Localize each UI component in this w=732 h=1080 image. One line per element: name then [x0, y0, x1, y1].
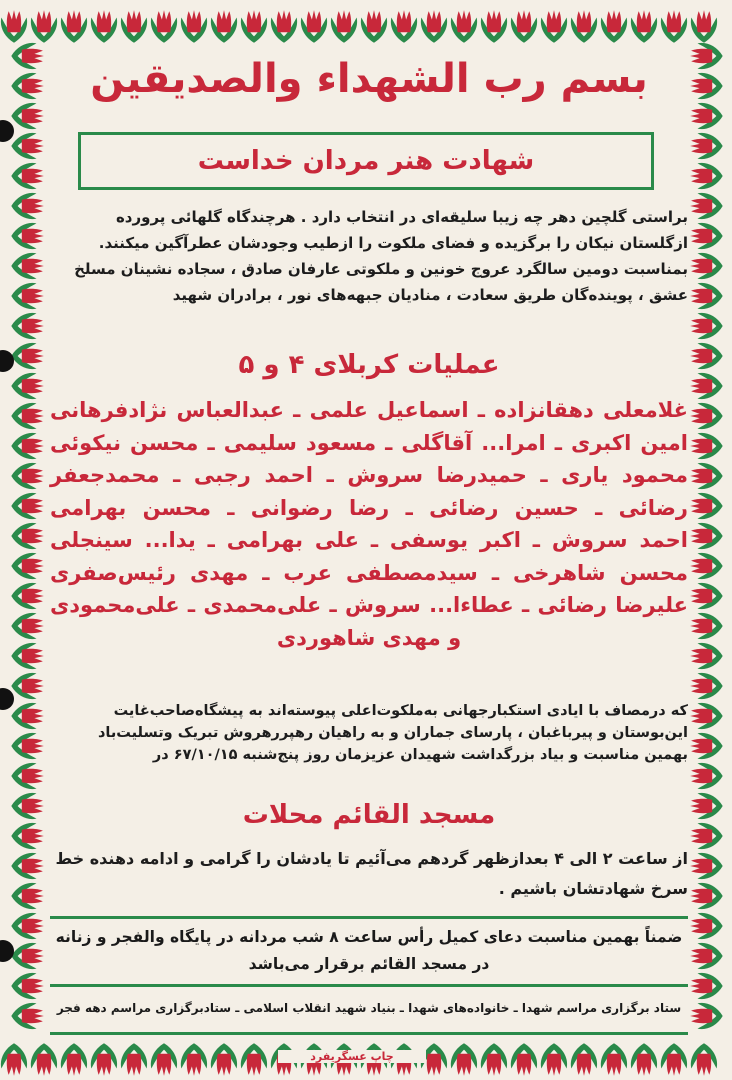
poster-subtitle: شهادت هنر مردان خداست: [197, 146, 535, 176]
intro-paragraph: براستی گلچین دهر چه زیبا سلیقه‌ای در انتخاب دارد . هرچندگاه گلهائی پرورده ازگلستان نیکان را برگزیده و فضای ملکوت را ازطیب وجودشان عطرآگین میکنند. بمناسبت دومین سالگرد عروج خونین و ملکوتی عارفان صادق ، سجاده نشینان مسلخ عشق ، پوینده‌گان طریق سعادت ، منادیان جبهه‌های نور ، برادران شهید: [74, 208, 688, 304]
tulip-icon: [690, 283, 723, 309]
tulip-icon: [11, 103, 44, 129]
tulip-icon: [271, 10, 297, 43]
tulip-icon: [690, 673, 723, 699]
tulip-border-left: [6, 40, 46, 1040]
tulip-icon: [11, 1003, 44, 1029]
tulip-icon: [690, 523, 723, 549]
tulip-icon: [211, 10, 237, 43]
invitation-paragraph: از ساعت ۲ الی ۴ بعدازظهر گردهم می‌آئیم تا یادشان را گرامی و ادامه دهنده خط سرخ شهادتشان باشیم .: [55, 849, 688, 898]
tulip-icon: [241, 10, 267, 43]
martyr-names-line: احمد سروش ـ اکبر یوسفی ـ علی بهرامی ـ یدا... سینجلی: [50, 528, 688, 552]
tulip-icon: [690, 493, 723, 519]
tulip-icon: [690, 43, 723, 69]
tulip-icon: [690, 733, 723, 759]
tulip-icon: [481, 1043, 507, 1076]
tulip-icon: [690, 883, 723, 909]
tulip-icon: [181, 10, 207, 43]
tulip-icon: [690, 613, 723, 639]
venue-heading: مسجد القائم محلات: [242, 800, 496, 830]
tulip-icon: [11, 373, 44, 399]
tulip-icon: [11, 43, 44, 69]
tulip-icon: [690, 463, 723, 489]
tulip-icon: [11, 193, 44, 219]
sponsors-line: ستاد برگزاری مراسم شهدا ـ خانواده‌های شهدا ـ بنیاد شهید انقلاب اسلامی ـ ستادبرگزاری مراسم دهه فجر: [56, 1001, 682, 1015]
tulip-icon: [690, 133, 723, 159]
martyr-names-line: و مهدی شاهوردی: [276, 625, 462, 650]
tulip-icon: [11, 313, 44, 339]
tulip-icon: [11, 493, 44, 519]
body-paragraph: که درمصاف با ایادی استکبارجهانی به‌ملکوت‌اعلی پیوسته‌اند به پیشگاه‌صاحب‌غایت این‌بوستان و پیرباغبان ، پارسای جماران و به راهیان رهپررهروش تبریک وتسلیت‌باد بهمین مناسبت و بیاد بزرگداشت شهیدان عزیزمان روز پنج‌شنبه ۶۷/۱۰/۱۵ در: [97, 703, 688, 763]
tulip-icon: [361, 10, 387, 43]
tulip-icon: [571, 10, 597, 43]
tulip-icon: [571, 1043, 597, 1076]
tulip-icon: [11, 403, 44, 429]
tulip-icon: [11, 853, 44, 879]
tulip-icon: [451, 1043, 477, 1076]
divider: [50, 916, 688, 919]
tulip-icon: [690, 703, 723, 729]
tulip-icon: [11, 763, 44, 789]
tulip-border-top: [0, 4, 732, 48]
tulip-icon: [601, 10, 627, 43]
tulip-icon: [690, 313, 723, 339]
tulip-icon: [690, 433, 723, 459]
martyr-names-line: رضائی ـ حسین رضائی ـ رضا رضوانی ـ محسن بهرامی: [50, 495, 688, 520]
tulip-icon: [11, 643, 44, 669]
prayer-note: ضمناً بهمین مناسبت دعای کمیل رأس ساعت ۸ شب مردانه در پایگاه والفجر و زنانه در مسجد القائم برقرار می‌باشد: [55, 928, 683, 973]
subtitle-frame: [78, 132, 654, 190]
martyr-names-line: محمود یاری ـ حمیدرضا سروش ـ احمد رجبی ـ محمدجعفر: [50, 463, 688, 487]
tulip-icon: [511, 1043, 537, 1076]
martyr-names-line: امین اکبری ـ امرا... آقاگلی ـ مسعود سلیمی ـ محسن نیکوئی: [50, 430, 688, 455]
tulip-icon: [511, 10, 537, 43]
tulip-icon: [11, 523, 44, 549]
tulip-icon: [211, 1043, 237, 1076]
tulip-icon: [690, 73, 723, 99]
tulip-icon: [151, 1043, 177, 1076]
tulip-icon: [690, 253, 723, 279]
tulip-icon: [690, 193, 723, 219]
tulip-icon: [690, 973, 723, 999]
tulip-icon: [11, 133, 44, 159]
tulip-icon: [31, 1043, 57, 1076]
tulip-icon: [631, 10, 657, 43]
tulip-icon: [11, 973, 44, 999]
tulip-icon: [11, 583, 44, 609]
martyr-names: [50, 394, 688, 654]
tulip-icon: [11, 163, 44, 189]
tulip-icon: [690, 223, 723, 249]
tulip-icon: [481, 10, 507, 43]
tulip-icon: [301, 10, 327, 43]
tulip-icon: [241, 1043, 267, 1076]
tulip-icon: [1, 1043, 27, 1076]
tulip-icon: [11, 283, 44, 309]
tulip-icon: [11, 733, 44, 759]
tulip-icon: [11, 553, 44, 579]
tulip-icon: [690, 763, 723, 789]
tulip-icon: [151, 10, 177, 43]
tulip-icon: [631, 1043, 657, 1076]
martyr-names-line: غلامعلی دهقانزاده ـ اسماعیل علمی ـ عبدالعباس نژادفرهانی: [50, 398, 688, 422]
martyr-names-line: محسن شاهرخی ـ سیدمصطفی عرب ـ مهدی رئیس‌صفری: [50, 560, 688, 585]
tulip-icon: [451, 10, 477, 43]
poster-content: [50, 44, 688, 1036]
tulip-icon: [11, 433, 44, 459]
tulip-icon: [690, 793, 723, 819]
tulip-icon: [11, 73, 44, 99]
tulip-icon: [91, 1043, 117, 1076]
tulip-icon: [61, 1043, 87, 1076]
tulip-icon: [91, 10, 117, 43]
tulip-icon: [11, 943, 44, 969]
tulip-icon: [690, 103, 723, 129]
tulip-icon: [541, 1043, 567, 1076]
tulip-icon: [691, 1043, 717, 1076]
poster-title: بسم رب الشهداء والصدیقین: [90, 56, 648, 102]
tulip-icon: [661, 10, 687, 43]
tulip-border-right: [688, 40, 728, 1040]
tulip-icon: [690, 643, 723, 669]
tulip-icon: [421, 10, 447, 43]
tulip-icon: [11, 703, 44, 729]
tulip-icon: [11, 883, 44, 909]
divider: [50, 1032, 688, 1035]
tulip-icon: [61, 10, 87, 43]
tulip-icon: [11, 343, 44, 369]
tulip-icon: [691, 10, 717, 43]
tulip-icon: [690, 1003, 723, 1029]
tulip-icon: [661, 1043, 687, 1076]
tulip-icon: [690, 343, 723, 369]
tulip-icon: [121, 10, 147, 43]
tulip-icon: [690, 403, 723, 429]
tulip-icon: [601, 1043, 627, 1076]
tulip-icon: [11, 673, 44, 699]
tulip-icon: [690, 913, 723, 939]
tulip-icon: [690, 553, 723, 579]
tulip-icon: [11, 913, 44, 939]
tulip-icon: [11, 463, 44, 489]
tulip-icon: [391, 10, 417, 43]
tulip-icon: [121, 1043, 147, 1076]
divider: [50, 984, 688, 987]
tulip-icon: [690, 373, 723, 399]
tulip-icon: [11, 223, 44, 249]
tulip-icon: [11, 613, 44, 639]
tulip-icon: [1, 10, 27, 43]
tulip-icon: [181, 1043, 207, 1076]
tulip-icon: [690, 943, 723, 969]
martyr-names-line: علیرضا رضائی ـ عطاءا... سروش ـ علی‌محمدی ـ علی‌محمودی: [50, 593, 688, 617]
tulip-icon: [690, 163, 723, 189]
tulip-icon: [11, 823, 44, 849]
tulip-icon: [541, 10, 567, 43]
tulip-icon: [11, 253, 44, 279]
tulip-icon: [690, 853, 723, 879]
printer-credit: چاپ عسگریفرد: [278, 1050, 426, 1063]
tulip-icon: [331, 10, 357, 43]
tulip-icon: [690, 823, 723, 849]
tulip-icon: [31, 10, 57, 43]
tulip-icon: [11, 793, 44, 819]
tulip-icon: [690, 583, 723, 609]
operation-heading: عملیات کربلای ۴ و ۵: [238, 350, 500, 380]
